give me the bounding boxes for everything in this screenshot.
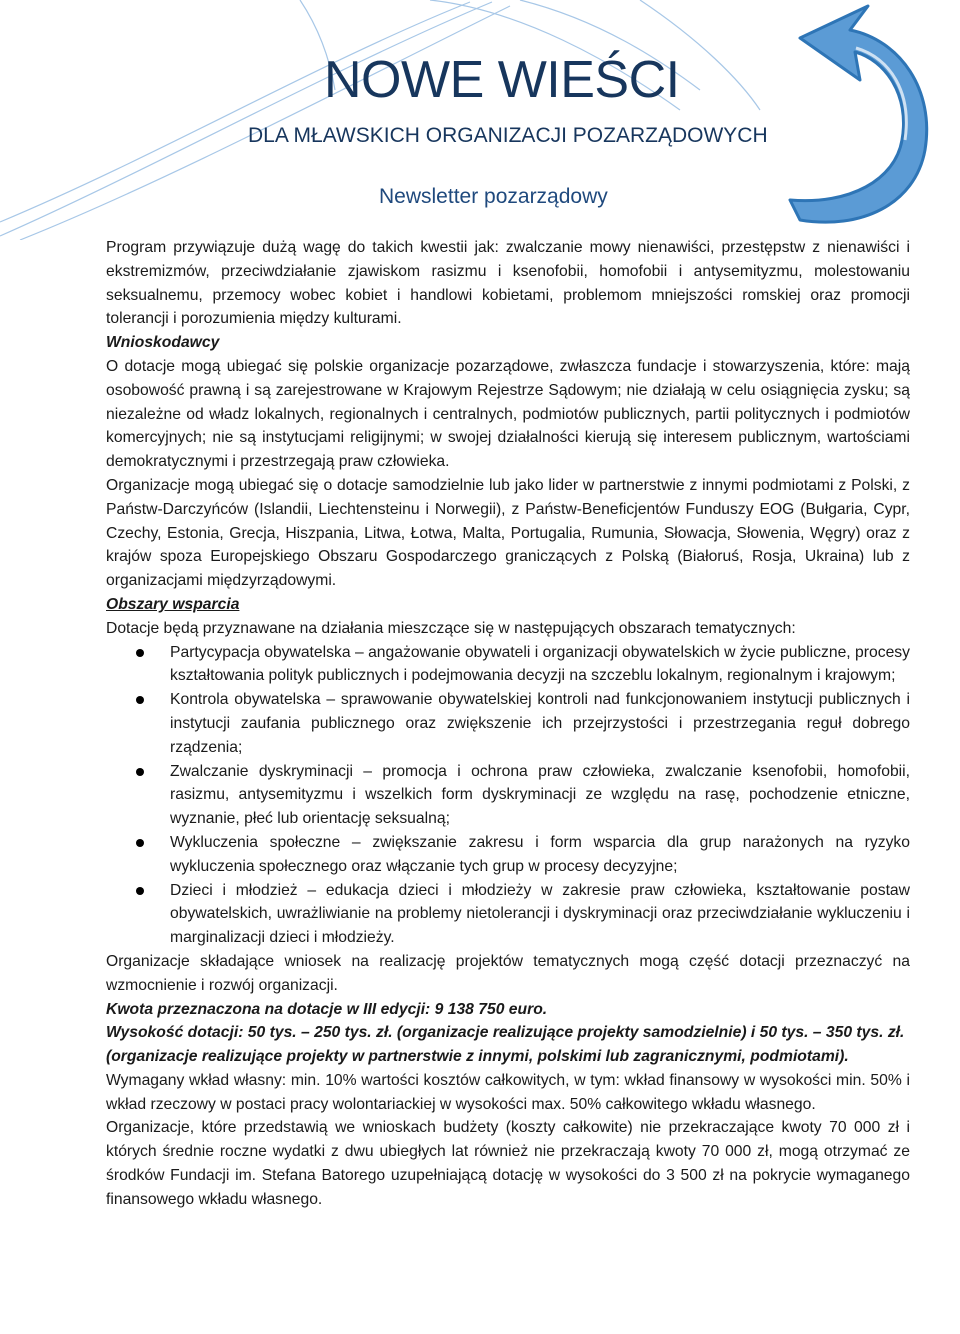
intro-paragraph: Program przywiązuje dużą wagę do takich kwestii jak: zwalczanie mowy nienawiści, przestępstw z nienawiści i ekstremizmów, przeciwdziałanie zjawiskom rasizmu i ksenofobii, homofobii i antysemityzmu, molestowaniu seksualnemu, przemocy wobec kobiet i handlowi kobietami, problemom mniejszości romskiej oraz promocji tolerancji i porozumienia między kulturami. xyxy=(106,239,910,328)
newsletter-label: Newsletter pozarządowy xyxy=(379,185,608,208)
grant-size-line: Wysokość dotacji: 50 tys. – 250 tys. zł. (organizacje realizujące projekty samodzielnie) i 50 tys. – 350 tys. zł. (organizacje realizujące projekty w partnerstwie z innymi, polskimi lub zagranicznymi, podmiotami). xyxy=(106,1024,905,1066)
budget-line: Kwota przeznaczona na dotacje w III edycji: 9 138 750 euro. xyxy=(106,1000,548,1018)
bullet-icon xyxy=(136,887,144,895)
list-item-text: Wykluczenia społeczne – zwiększanie zakresu i form wsparcia dla grup narażonych na ryzyko wykluczenia społecznego oraz włączanie tych grup w procesy decyzyjne; xyxy=(170,833,910,875)
list-item-text: Partycypacja obywatelska – angażowanie obywateli i organizacji obywatelskich w życie publiczne, procesy kształtowania polityk publicznych i podejmowania decyzji na szczeblu lokalnym, regionalnym i krajowym; xyxy=(170,643,910,685)
capacity-note: Organizacje składające wniosek na realizację projektów tematycznych mogą część dotacji przeznaczyć na wzmocnienie i rozwój organizacji. xyxy=(106,952,910,994)
list-item xyxy=(106,831,910,879)
support-areas-intro: Dotacje będą przyznawane na działania mieszczące się w następujących obszarach tematycznych: xyxy=(106,619,796,637)
list-item-text: Zwalczanie dyskryminacji – promocja i ochrona praw człowieka, zwalczanie ksenofobii, homofobii, rasizmu, antysemityzmu i wszelkich form dyskryminacji ze względu na rasę, pochodzenie etniczne, wyznanie, płeć lub orientację seksualną; xyxy=(170,762,910,828)
curved-return-arrow-icon xyxy=(790,6,927,222)
list-item-text: Kontrola obywatelska – sprawowanie obywatelskiej kontroli nad funkcjonowaniem instytucji publicznych i instytucji zaufania publicznego oraz zwiększenie ich przejrzystości i przestrzegania reguł dobrego rządzenia; xyxy=(170,691,910,756)
support-areas-list xyxy=(106,641,910,950)
newsletter-subtitle: DLA MŁAWSKICH ORGANIZACJI POZARZĄDOWYCH xyxy=(248,124,768,147)
article-body xyxy=(106,236,910,1212)
newsletter-title: NOWE WIEŚCI xyxy=(324,51,680,109)
bullet-icon xyxy=(136,649,144,657)
own-contribution-paragraph: Wymagany wkład własny: min. 10% wartości kosztów całkowitych, w tym: wkład finansowy w wysokości min. 50% i wkład rzeczowy w postaci pracy wolontariackiej w wysokości max. 50% całkowitego wkładu własnego. xyxy=(106,1071,910,1113)
partnership-paragraph: Organizacje mogą ubiegać się o dotacje samodzielnie lub jako lider w partnerstwie z innymi podmiotami z Polski, z Państw-Darczyńców (Islandii, Liechtensteinu i Norwegii), z Państw-Beneficjentów Funduszy EOG (Bułgaria, Cypr, Czechy, Estonia, Grecja, Hiszpania, Litwa, Łotwa, Malta, Portugalia, Rumunia, Słowacja, Słowenia, Węgry) oraz z krajów spoza Europejskiego Obszaru Gospodarczego graniczących z Polską (Białoruś, Rosja, Ukraina) lub z organizacjami międzyrządowymi. xyxy=(106,476,910,590)
list-item xyxy=(106,641,910,689)
support-areas-heading: Obszary wsparcia xyxy=(106,595,240,613)
applicants-heading: Wnioskodawcy xyxy=(106,334,220,352)
applicants-paragraph: O dotacje mogą ubiegać się polskie organizacje pozarządowe, zwłaszcza fundacje i stowarzyszenia, które: mają osobowość prawną i są zarejestrowane w Krajowym Rejestrze Sądowym; nie działają w celu osiągnięcia zysku; są niezależne od władz lokalnych, regionalnych i centralnych, podmiotów publicznych, partii politycznych i podmiotów komercyjnych; nie są instytucjami religijnymi; w swojej działalności kierują się interesem publicznym, wartościami demokratycznymi i przestrzegają praw człowieka. xyxy=(106,357,910,471)
bullet-icon xyxy=(136,839,144,847)
list-item xyxy=(106,760,910,831)
bullet-icon xyxy=(136,768,144,776)
list-item xyxy=(106,879,910,950)
list-item xyxy=(106,688,910,759)
list-item-text: Dzieci i młodzież – edukacja dzieci i młodzieży w zakresie praw człowieka, kształtowanie postaw obywatelskich, uwrażliwianie na problemy nietolerancji i dyskryminacji oraz przeciwdziałanie wykluczeniu i marginalizacji dzieci i młodzieży. xyxy=(170,881,910,947)
batory-foundation-paragraph: Organizacje, które przedstawią we wnioskach budżety (koszty całkowite) nie przekraczające kwoty 70 000 zł i których średnie roczne wydatki z dwu ubiegłych lat również nie przekraczają kwoty 70 000 zł, mogą otrzymać ze środków Fundacji im. Stefana Batorego uzupełniającą dotację w wysokości do 3 500 zł na pokrycie wymaganego finansowego wkładu własnego. xyxy=(106,1119,910,1208)
bullet-icon xyxy=(136,696,144,704)
